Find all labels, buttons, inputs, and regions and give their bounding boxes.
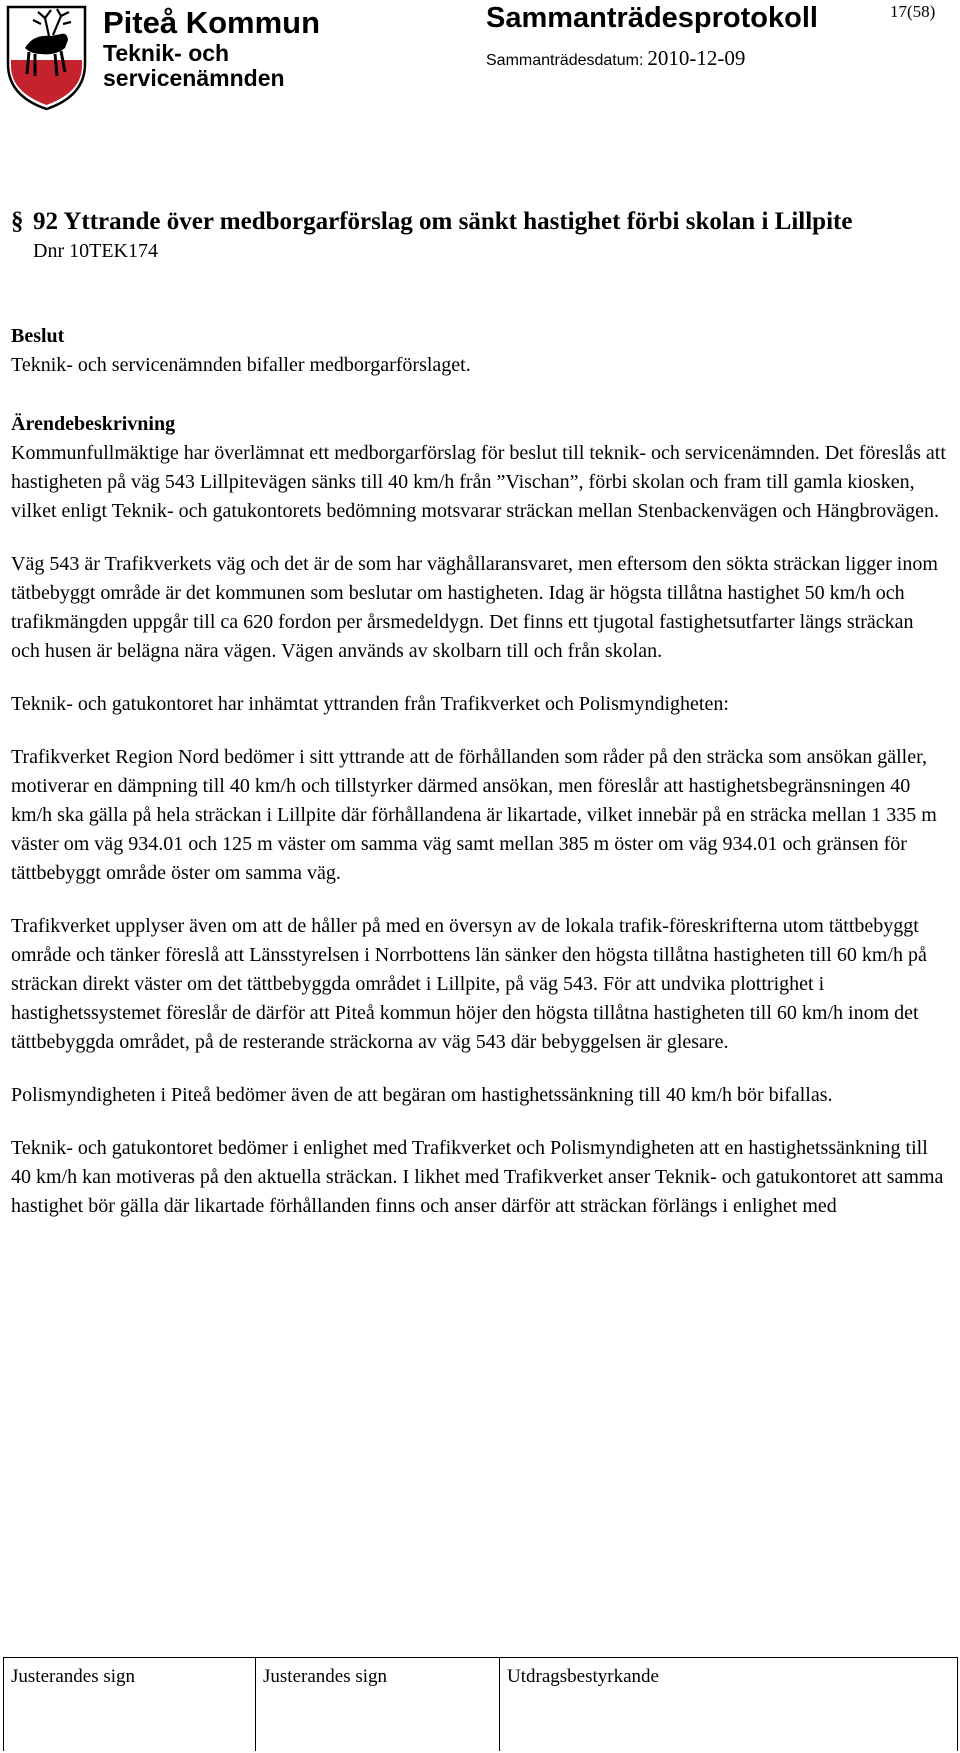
- paragraph: Teknik- och gatukontoret har inhämtat yttranden från Trafikverket och Polismyndigheten:: [11, 693, 729, 715]
- page-number: 17(58): [890, 2, 936, 21]
- document-body: [11, 205, 946, 1221]
- organisation-block: [103, 6, 320, 92]
- pitea-coat-of-arms-logo: [5, 4, 88, 112]
- paragraph: Kommunfullmäktige har överlämnat ett medborgarförslag för beslut till teknik- och servicenämnden. Det föreslås att hastigheten på väg 543 Lillpitevägen sänks till 40 km/h från ”Vischan”, förbi skolan och fram till gamla kiosken, vilket enligt Teknik- och gatukontorets bedömning motsvarar sträckan mellan Stenbackenvägen och Hängbrovägen.: [11, 442, 946, 522]
- paragraph: Trafikverket Region Nord bedömer i sitt yttrande att de förhållanden som råder på den sträcka som ansökan gäller, motiverar en dämpning till 40 km/h och tillstyrker därmed ansökan, men föreslår att hastighetsbegränsningen 40 km/h ska gälla på hela sträckan i Lillpite där förhållandena är likartade, vilket innebär på en sträcka mellan 1 335 m väster om väg 934.01 och 125 m väster om samma väg samt mellan 385 m öster om väg 934.01 och gränsen för tättbebyggt område öster om samma väg.: [11, 746, 937, 884]
- signature-cell-utdragsbestyrkande: [499, 1658, 958, 1751]
- signature-label: Justerandes sign: [11, 1666, 136, 1687]
- dept-name-line1: Teknik- och: [103, 39, 230, 66]
- signature-cell-justerande-1: [3, 1658, 255, 1751]
- signature-label: Justerandes sign: [263, 1666, 388, 1687]
- section-symbol: §: [11, 208, 24, 235]
- org-name: Piteå Kommun: [103, 5, 321, 40]
- meeting-date-label: Sammanträdesdatum:: [486, 52, 644, 69]
- paragraph: Väg 543 är Trafikverkets väg och det är de som har väghållaransvaret, men eftersom den sökta sträckan ligger inom tätbebyggt område är det kommunen som beslutar om hastigheten. Idag är högsta tillåtna hastighet 50 km/h och trafikmängden uppgår till ca 620 fordon per årsmedeldygn. Det finns ett tjugotal fastighetsutfarter längs sträckan och husen är belägna nära vägen. Vägen används av skolbarn till och från skolan.: [11, 553, 938, 662]
- signature-cell-justerande-2: [255, 1658, 499, 1751]
- signature-label: Utdragsbestyrkande: [507, 1666, 659, 1687]
- section-title: 92 Yttrande över medborgarförslag om sänkt hastighet förbi skolan i Lillpite: [33, 208, 853, 235]
- decision-text: Teknik- och servicenämnden bifaller medborgarförslaget.: [11, 354, 471, 376]
- section-heading: [11, 205, 946, 238]
- paragraph: Polismyndigheten i Piteå bedömer även de att begäran om hastighetssänkning till 40 km/h bör bifallas.: [11, 1084, 833, 1106]
- meeting-date-value: 2010-12-09: [647, 46, 746, 70]
- protocol-title: Sammanträdesprotokoll: [486, 2, 818, 34]
- paragraph: Trafikverket upplyser även om att de håller på med en översyn av de lokala trafik-föreskrifterna utom tättbebyggt område och tänker föreslå att Länsstyrelsen i Norrbottens län sänker den högsta tillåtna hastigheten till 60 km/h på sträckan direkt väster om det tättbebyggda området i Lillpite, på väg 543. För att undvika plottrighet i hastighetssystemet föreslår de därför att Piteå kommun höjer den högsta tillåtna hastigheten till 60 km/h inom det tättbebyggda området, på de resterande sträckorna av väg 543 där bebyggelsen är glesare.: [11, 915, 927, 1053]
- dept-name-line2: servicenämnden: [103, 65, 285, 92]
- signature-table: [3, 1657, 958, 1751]
- meeting-date: [486, 46, 745, 71]
- decision-heading: Beslut: [11, 325, 65, 347]
- paragraph: Teknik- och gatukontoret bedömer i enlighet med Trafikverket och Polismyndigheten att en hastighetssänkning till 40 km/h kan motiveras på den aktuella sträckan. I likhet med Trafikverket anser Teknik- och gatukontoret att samma hastighet bör gälla där likartade förhållanden finns och anser därför att sträckan förlängs i enlighet med: [11, 1137, 944, 1217]
- case-description-heading: Ärendebeskrivning: [11, 413, 176, 435]
- diary-number: Dnr 10TEK174: [33, 240, 158, 262]
